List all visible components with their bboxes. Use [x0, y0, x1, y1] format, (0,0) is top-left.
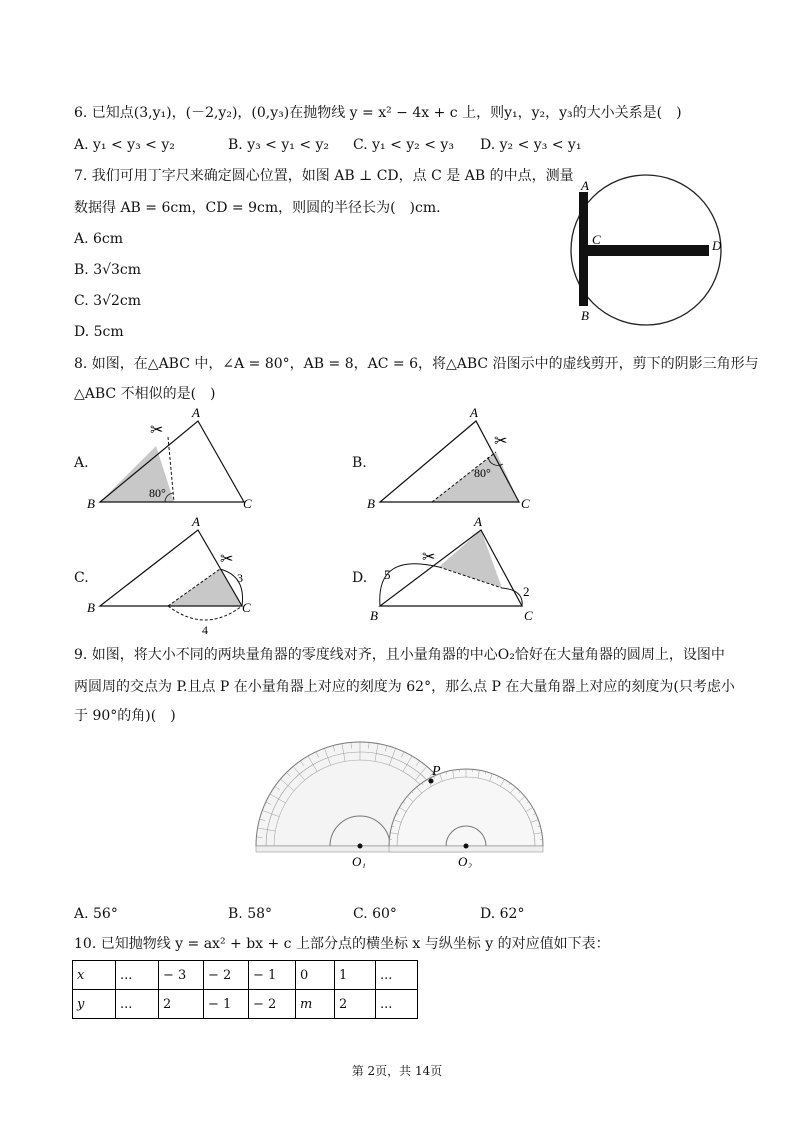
q9-option-c: C. 60° — [353, 906, 397, 922]
q8c-num-4: 4 — [202, 623, 208, 637]
q8a-vertex-c: C — [243, 496, 252, 511]
q9-point-p — [429, 779, 434, 784]
table-cell: 2 — [159, 990, 204, 1019]
table-cell: − 2 — [204, 961, 249, 990]
table-cell: x — [73, 961, 116, 990]
q8c-arc-4 — [168, 606, 242, 620]
q7-stem-line2: 数据得 AB = 6cm，CD = 9cm，则圆的半径长为( )cm. — [74, 200, 441, 216]
q8b-vertex-a: A — [470, 405, 478, 420]
q8d-num-2: 2 — [523, 584, 530, 599]
q8b-angle-label: 80° — [474, 466, 491, 480]
page-footer: 第 2页，共 14页 — [351, 1064, 443, 1078]
q9-point-o2 — [464, 844, 469, 849]
q9-label-o2: O₂ — [458, 854, 472, 868]
q7-option-c: C. 3√2cm — [74, 293, 141, 309]
q8-figure-a — [86, 405, 261, 515]
q6-option-d: D. y₂ < y₃ < y₁ — [480, 137, 582, 153]
q7-label-b: B — [581, 308, 589, 323]
q8-figure-c — [86, 512, 266, 637]
table-cell: y — [73, 990, 116, 1019]
q9-option-b: B. 58° — [228, 906, 273, 922]
q8d-vertex-a: A — [474, 514, 482, 529]
q8a-vertex-b: B — [87, 496, 95, 511]
q8-option-a-label: A. — [74, 455, 89, 471]
q9-point-o1 — [358, 844, 363, 849]
q7-t-square-figure — [560, 172, 730, 332]
q7-stem-line1: 7. 我们可用丁字尺来确定圆心位置，如图 AB ⊥ CD，点 C 是 AB 的中点，测量 — [74, 168, 574, 184]
q8c-vertex-b: B — [87, 600, 95, 615]
table-cell: − 1 — [204, 990, 249, 1019]
q8b-scissors-icon: ✂ — [494, 433, 508, 450]
table-cell: ... — [116, 961, 159, 990]
table-cell: ... — [376, 961, 418, 990]
q9-protractor-figure — [250, 738, 560, 868]
table-cell: 1 — [335, 961, 376, 990]
q8-option-d-label: D. — [352, 570, 368, 586]
q9-label-p: P — [432, 764, 441, 779]
q7-ruler-horizontal — [588, 245, 709, 256]
q8b-vertex-b: B — [367, 496, 375, 511]
q10-value-table — [72, 960, 418, 1019]
q8d-vertex-b: B — [370, 608, 378, 623]
q7-label-c: C — [592, 232, 601, 247]
table-cell: ... — [376, 990, 418, 1019]
q8a-vertex-a: A — [192, 405, 200, 420]
q7-label-a: A — [581, 178, 589, 193]
q8d-arc-2 — [502, 588, 522, 606]
q9-option-a: A. 56° — [74, 906, 118, 922]
table-cell: − 2 — [249, 990, 296, 1019]
q8a-angle-label: 80° — [149, 486, 166, 500]
table-row — [73, 990, 418, 1019]
table-cell: 0 — [296, 961, 335, 990]
q8d-shaded-triangle — [439, 530, 502, 588]
q7-option-d: D. 5cm — [74, 324, 124, 340]
q9-label-o1: O₁ — [352, 854, 366, 868]
q9-stem-line1: 9. 如图，将大小不同的两块量角器的零度线对齐，且小量角器的中心O₂恰好在大量角器的圆周上，设图中 — [74, 647, 725, 663]
table-cell: − 1 — [249, 961, 296, 990]
q8d-vertex-c: C — [524, 608, 533, 623]
q8-option-b-label: B. — [352, 455, 367, 471]
q8-figure-d — [366, 512, 551, 627]
table-cell: − 3 — [159, 961, 204, 990]
q8d-scissors-icon: ✂ — [422, 549, 436, 566]
q8d-num-5: 5 — [384, 567, 391, 582]
table-cell: ... — [116, 990, 159, 1019]
q8b-vertex-c: C — [521, 496, 530, 511]
q7-option-a: A. 6cm — [74, 231, 124, 247]
q8-stem-line2: △ABC 不相似的是( ) — [74, 386, 216, 402]
q6-option-b: B. y₃ < y₁ < y₂ — [228, 137, 330, 153]
q9-stem-line3: 于 90°的角)( ) — [74, 708, 176, 724]
q8c-scissors-icon: ✂ — [220, 551, 234, 568]
q8c-vertex-a: A — [192, 514, 200, 529]
q7-label-d: D — [712, 238, 722, 253]
q9-option-d: D. 62° — [480, 906, 525, 922]
q8-figure-b — [366, 405, 546, 515]
q8-stem-line1: 8. 如图，在△ABC 中，∠A = 80°，AB = 8，AC = 6，将△ABC 沿图示中的虚线剪开，剪下的阴影三角形与 — [74, 356, 759, 372]
q9-stem-line2: 两圆周的交点为 P.且点 P 在小量角器上对应的刻度为 62°，那么点 P 在大量角器上对应的刻度为(只考虑小 — [74, 679, 735, 695]
table-cell: 2 — [335, 990, 376, 1019]
q8c-vertex-c: C — [242, 600, 251, 615]
q6-option-c: C. y₁ < y₂ < y₃ — [353, 137, 454, 153]
q7-option-b: B. 3√3cm — [74, 262, 142, 278]
table-row — [73, 961, 418, 990]
table-cell: m — [296, 990, 335, 1019]
q7-ruler-vertical — [579, 192, 588, 306]
q8-option-c-label: C. — [74, 570, 89, 586]
q10-stem: 10. 已知抛物线 y = ax² + bx + c 上部分点的横坐标 x 与纵坐标 y 的对应值如下表： — [74, 936, 610, 952]
q6-option-a: A. y₁ < y₃ < y₂ — [74, 137, 175, 153]
q6-stem: 6. 已知点(3,y₁)，(－2,y₂)，(0,y₃)在抛物线 y = x² − 4x + c 上，则y₁，y₂，y₃的大小关系是( ) — [74, 105, 682, 121]
q8c-num-3: 3 — [237, 571, 243, 585]
q8a-scissors-icon: ✂ — [150, 422, 164, 439]
